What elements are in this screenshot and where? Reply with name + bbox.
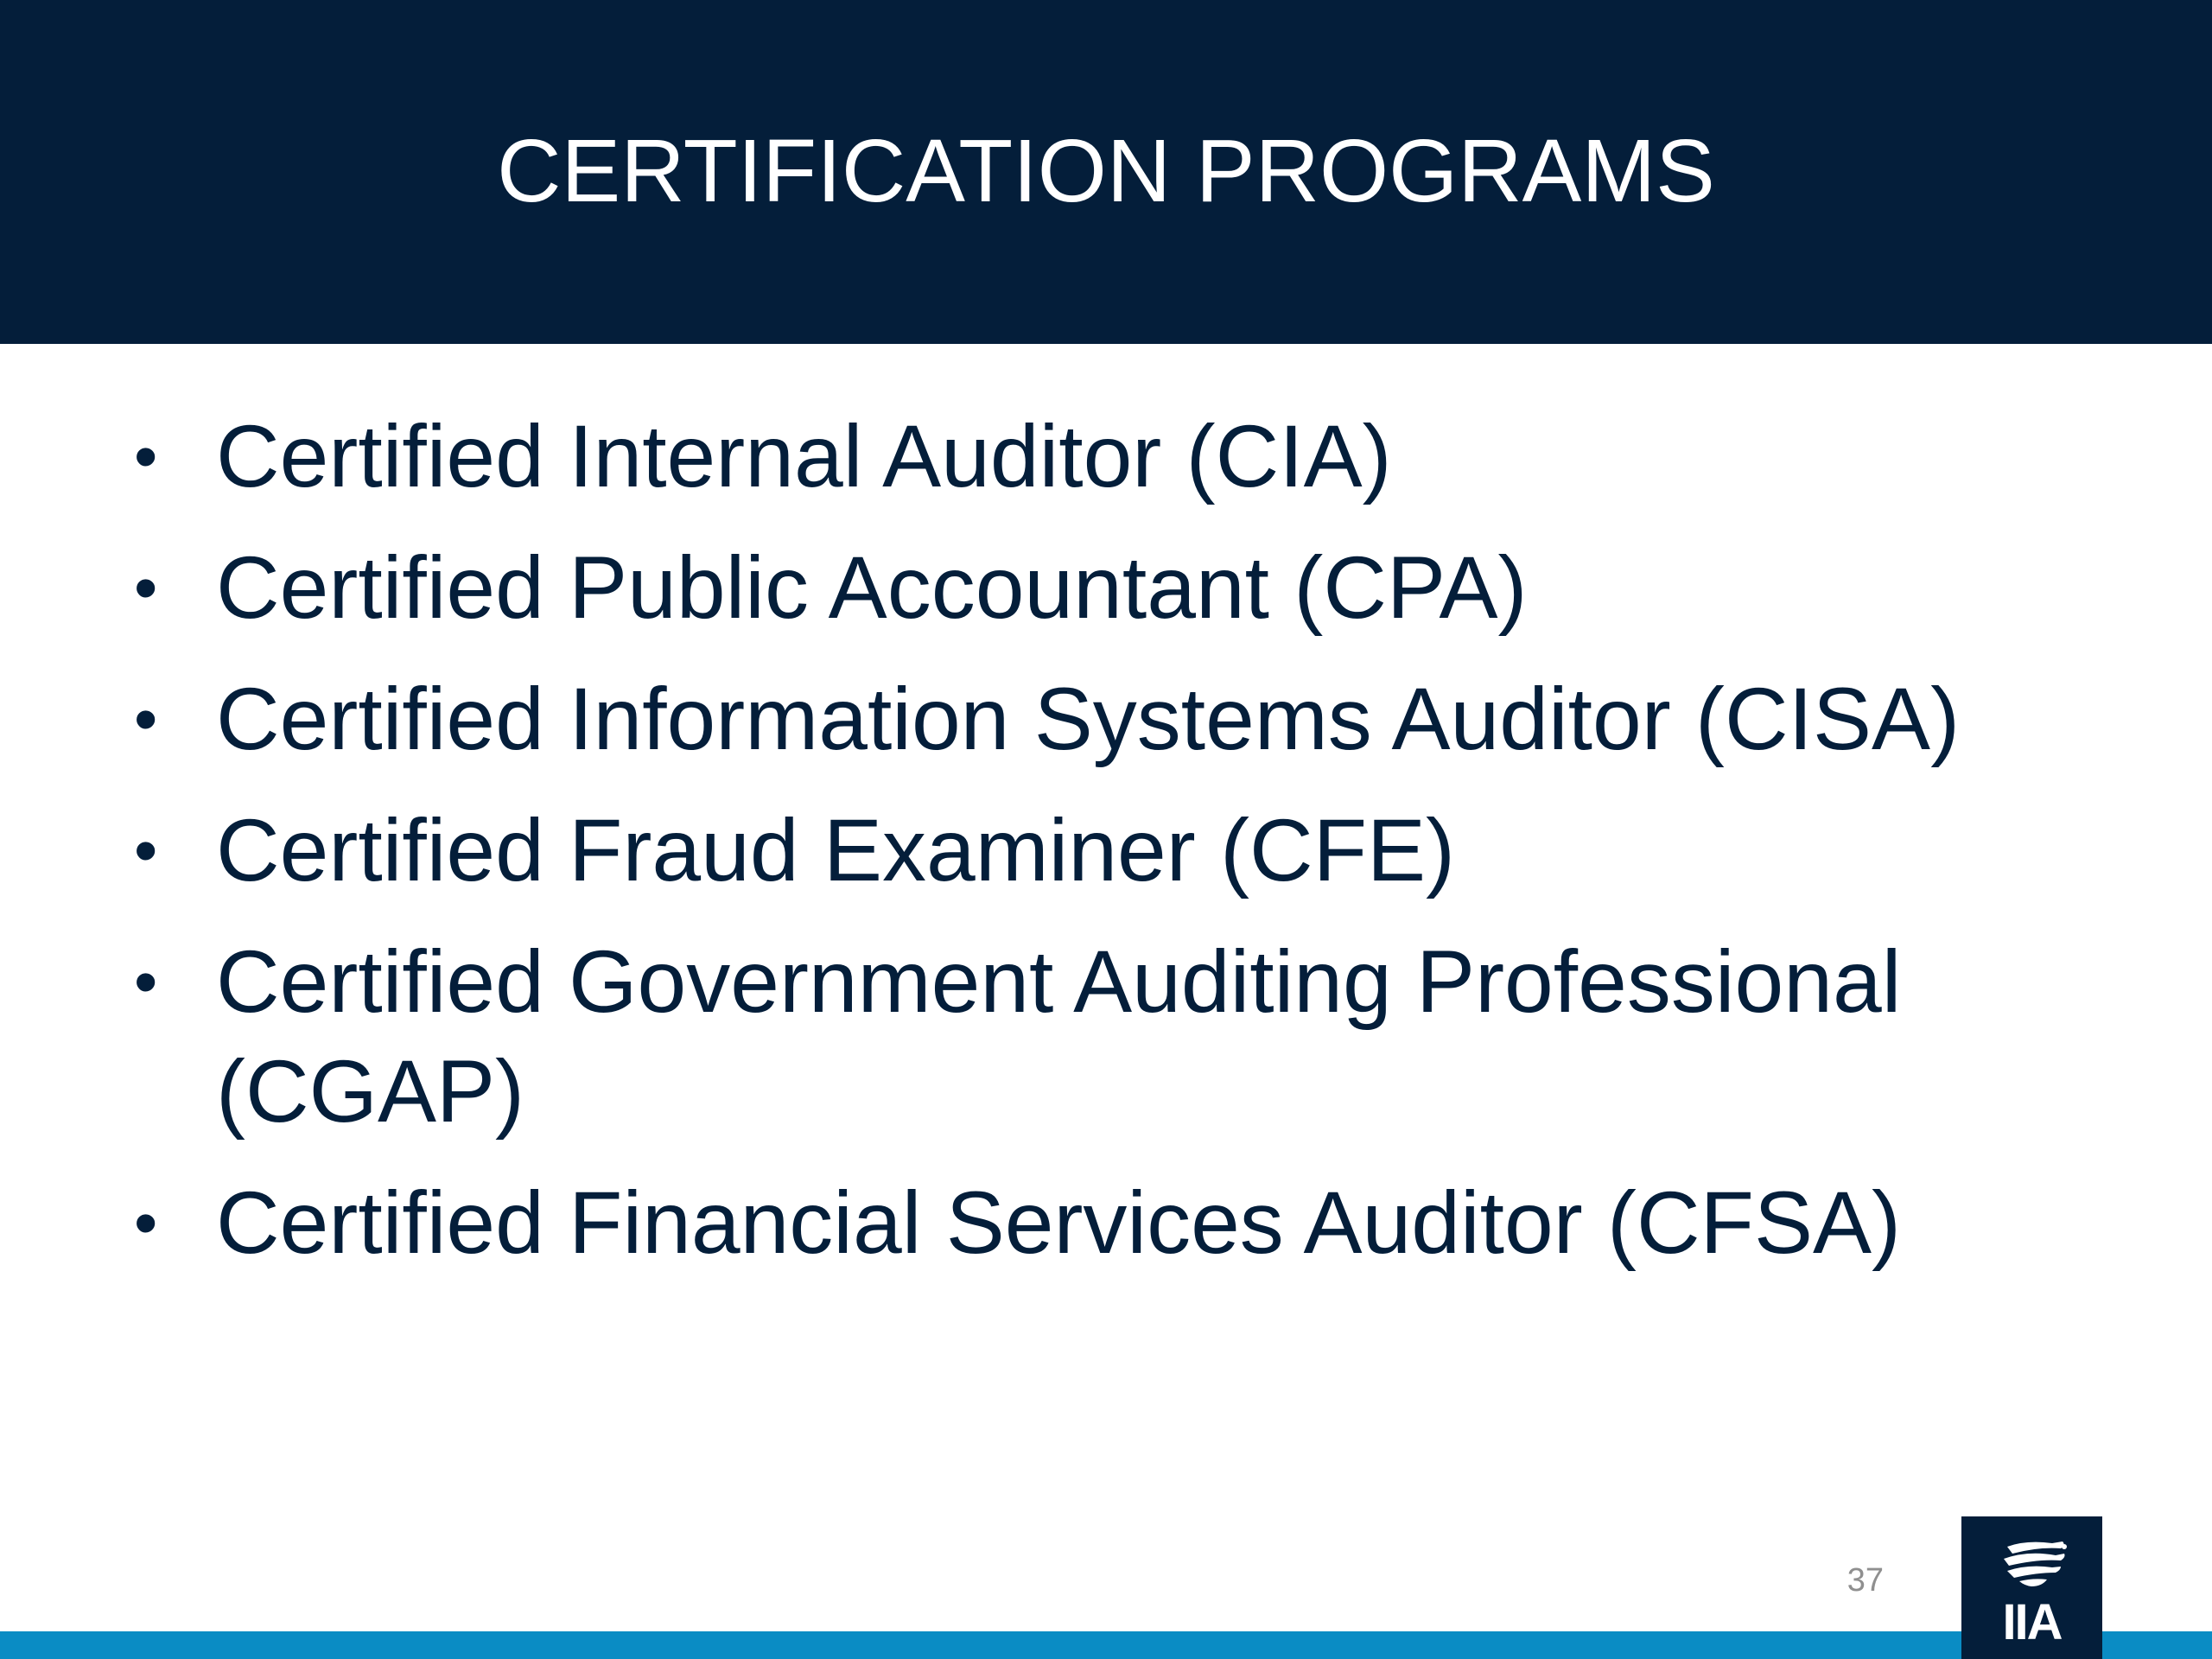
bullet-item-cfe: [0, 796, 2074, 906]
bullet-text: Certified Public Accountant (CPA): [216, 538, 1528, 637]
bullet-point-icon: •: [134, 944, 158, 1020]
iia-logo: [1961, 1516, 2102, 1659]
bullet-item-cfsa: [0, 1168, 2074, 1278]
globe-logo-icon: [2000, 1538, 2069, 1590]
bullet-text: Certified Internal Auditor (CIA): [216, 407, 1392, 505]
bullet-list: [0, 402, 2212, 1300]
page-number: 37: [1847, 1562, 1884, 1599]
bullet-text: Certified Fraud Examiner (CFE): [216, 801, 1456, 899]
slide-title: CERTIFICATION PROGRAMS: [497, 121, 1715, 220]
bullet-text: Certified Information Systems Auditor (CISA): [216, 670, 1961, 768]
bullet-text: Certified Government Auditing Professional (CGAP): [216, 932, 1902, 1141]
bullet-point-icon: •: [134, 550, 158, 626]
bottom-accent-bar: [0, 1631, 2212, 1659]
bullet-item-cia: [0, 402, 2074, 512]
bullet-text: Certified Financial Services Auditor (CFSA): [216, 1173, 1902, 1272]
bullet-point-icon: •: [134, 681, 158, 757]
bullet-item-cpa: [0, 533, 2074, 643]
bullet-item-cisa: [0, 664, 2074, 774]
bullet-point-icon: •: [134, 418, 158, 494]
bullet-item-cgap: [0, 927, 2074, 1147]
bullet-point-icon: •: [134, 812, 158, 888]
slide-header: [0, 0, 2212, 344]
bullet-point-icon: •: [134, 1185, 158, 1261]
logo-text: IIA: [2002, 1594, 2062, 1650]
